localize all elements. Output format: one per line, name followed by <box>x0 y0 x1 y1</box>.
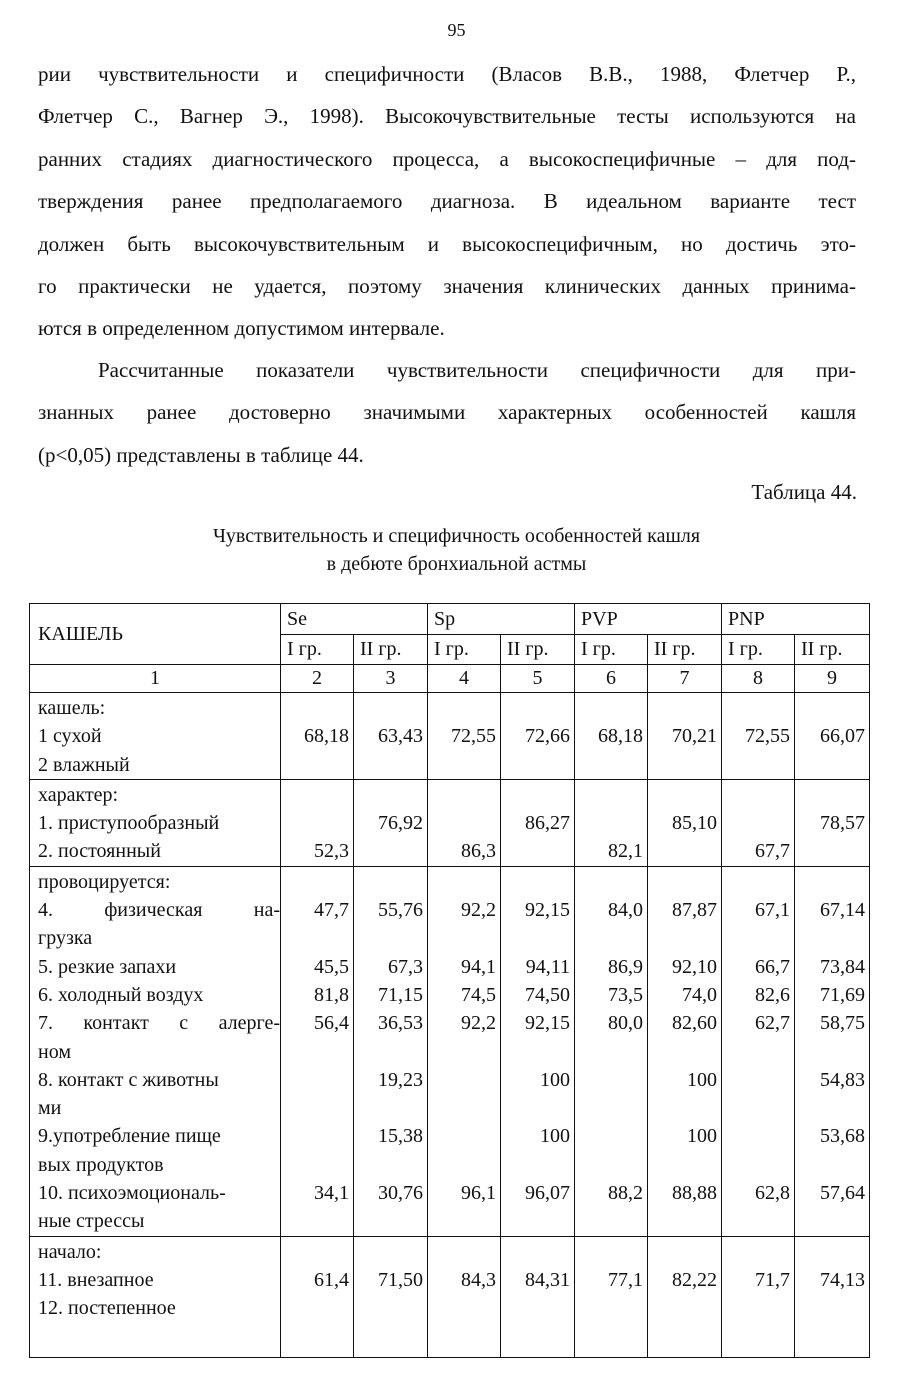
value-cell <box>501 1236 575 1357</box>
value <box>722 781 794 809</box>
value <box>722 1122 794 1150</box>
value <box>722 1066 794 1094</box>
row-label-line: кашель: <box>38 697 106 719</box>
caption-line-2: в дебюте бронхиальной астмы <box>326 553 587 575</box>
value-cell <box>501 693 575 780</box>
value <box>354 1238 427 1266</box>
value <box>501 1094 574 1122</box>
value: 100 <box>687 1125 718 1148</box>
value <box>648 924 721 952</box>
subgroup-header: II гр. <box>501 635 575 665</box>
row-label-line: ном <box>38 1040 71 1063</box>
value <box>281 1151 353 1179</box>
value: 67,14 <box>820 899 866 922</box>
value: 82,6 <box>755 983 791 1006</box>
column-number: 2 <box>281 665 354 693</box>
value: 92,2 <box>461 1012 496 1035</box>
value <box>722 868 794 896</box>
value <box>722 751 794 779</box>
value: 62,8 <box>755 1182 791 1205</box>
value <box>354 868 427 896</box>
value: 74,5 <box>461 983 496 1006</box>
value: 87,87 <box>672 899 718 922</box>
value: 45,5 <box>314 955 349 978</box>
value: 92,15 <box>525 1012 570 1035</box>
value <box>501 694 574 722</box>
value: 78,57 <box>820 812 866 835</box>
paragraph-line: Рассчитанные показатели чувствительности специфичности для при- <box>98 358 856 382</box>
value <box>428 1151 500 1179</box>
table-row <box>30 779 870 866</box>
value <box>501 781 574 809</box>
value: 71,7 <box>755 1268 791 1291</box>
subgroup-header: II гр. <box>648 635 722 665</box>
value <box>575 809 647 837</box>
value <box>575 694 647 722</box>
value-cell <box>501 866 575 1236</box>
value <box>354 694 427 722</box>
value: 72,55 <box>745 725 791 748</box>
value <box>354 751 427 779</box>
value <box>428 1238 500 1266</box>
value: 92,2 <box>461 899 496 922</box>
row-label-cell <box>30 693 281 780</box>
value: 70,21 <box>672 725 718 748</box>
value <box>795 1151 869 1179</box>
row-label-line: 9.употребление пище <box>38 1125 221 1148</box>
value <box>501 1238 574 1266</box>
cough-table <box>29 603 870 1358</box>
paragraph-line: (p<0,05) представлены в таблице 44. <box>38 442 364 467</box>
value: 76,92 <box>378 812 423 835</box>
paragraph-line: Флетчер С., Вагнер Э., 1998). Высокочувствительные тесты используются на <box>38 104 856 129</box>
value: 85,10 <box>672 812 718 835</box>
value: 94,1 <box>461 955 496 978</box>
value: 96,07 <box>525 1182 570 1205</box>
value <box>795 868 869 896</box>
table-caption <box>0 522 913 578</box>
row-label-line: 12. постепенное <box>38 1297 176 1320</box>
value: 92,15 <box>525 899 570 922</box>
value: 67,7 <box>755 840 791 863</box>
value <box>795 1294 869 1322</box>
value: 86,3 <box>461 840 496 863</box>
row-label-line: грузка <box>38 927 93 950</box>
value: 57,64 <box>820 1182 866 1205</box>
value: 100 <box>540 1125 570 1148</box>
group-header: Sp <box>428 604 575 635</box>
row-header-cell: КАШЕЛЬ <box>30 604 281 665</box>
value <box>281 809 353 837</box>
value <box>428 751 500 779</box>
value: 88,2 <box>608 1182 643 1205</box>
value <box>501 924 574 952</box>
value <box>501 868 574 896</box>
value <box>501 837 574 865</box>
value: 55,76 <box>378 899 423 922</box>
value <box>501 1294 574 1322</box>
value-cell <box>281 866 354 1236</box>
value <box>281 694 353 722</box>
value-cell <box>722 693 795 780</box>
value: 34,1 <box>314 1182 349 1205</box>
value <box>428 924 500 952</box>
value <box>648 1151 721 1179</box>
subgroup-header: II гр. <box>795 635 870 665</box>
row-label-line: 11. внезапное <box>38 1268 154 1291</box>
value <box>795 1094 869 1122</box>
value: 86,9 <box>608 955 643 978</box>
row-label-line: ные стрессы <box>38 1210 145 1233</box>
value-cell <box>722 1236 795 1357</box>
column-number: 3 <box>354 665 428 693</box>
value <box>501 751 574 779</box>
value: 71,15 <box>378 983 423 1006</box>
value <box>648 1238 721 1266</box>
row-label-line: 8. контакт с животны <box>38 1068 219 1091</box>
value <box>722 694 794 722</box>
value <box>428 809 500 837</box>
value-cell <box>648 779 722 866</box>
column-number: 8 <box>722 665 795 693</box>
value: 100 <box>540 1068 570 1091</box>
value <box>281 1066 353 1094</box>
value <box>722 1238 794 1266</box>
value: 74,50 <box>525 983 570 1006</box>
value <box>648 1038 721 1066</box>
group-header: PVP <box>575 604 722 635</box>
column-number: 9 <box>795 665 870 693</box>
value <box>722 809 794 837</box>
paragraph-line: го практически не удается, поэтому значения клинических данных принима- <box>38 274 856 299</box>
value <box>354 1294 427 1322</box>
value <box>722 1294 794 1322</box>
value: 54,83 <box>820 1068 866 1091</box>
value: 84,0 <box>608 899 643 922</box>
row-label-line: начало: <box>38 1240 102 1263</box>
paragraph-1 <box>38 53 856 350</box>
row-label-line: 7. контакт с алерге- <box>38 1012 280 1035</box>
value <box>575 1094 647 1122</box>
value <box>575 924 647 952</box>
row-label-cell <box>30 779 281 866</box>
value <box>281 1238 353 1266</box>
table-label: Таблица 44. <box>751 480 857 504</box>
value-cell <box>281 779 354 866</box>
row-label-line: 10. психоэмоциональ- <box>38 1182 226 1205</box>
value <box>428 694 500 722</box>
value: 62,7 <box>755 1012 791 1035</box>
row-label-line: 4. физическая на- <box>38 899 280 922</box>
row-label-line: 1. приступообразный <box>38 812 220 835</box>
value: 71,50 <box>378 1268 423 1291</box>
value-cell <box>354 693 428 780</box>
value <box>648 837 721 865</box>
value <box>575 1294 647 1322</box>
value: 86,27 <box>525 812 570 835</box>
group-header: PNP <box>722 604 870 635</box>
value <box>501 1207 574 1235</box>
paragraph-line: тверждения ранее предполагаемого диагноза. В идеальном варианте тест <box>38 189 856 214</box>
value <box>281 868 353 896</box>
value <box>281 1094 353 1122</box>
value <box>575 751 647 779</box>
value <box>354 1207 427 1235</box>
value: 80,0 <box>608 1012 643 1035</box>
value: 61,4 <box>314 1268 349 1291</box>
value-cell <box>648 866 722 1236</box>
value: 100 <box>687 1068 718 1091</box>
value: 84,31 <box>525 1268 570 1291</box>
page-number: 95 <box>447 20 466 40</box>
value <box>354 924 427 952</box>
value <box>795 837 869 865</box>
value-cell <box>428 779 501 866</box>
value-cell <box>575 779 648 866</box>
value: 58,75 <box>820 1012 866 1035</box>
value: 72,66 <box>525 725 570 748</box>
value <box>795 1038 869 1066</box>
value <box>575 1122 647 1150</box>
value-cell <box>354 779 428 866</box>
row-label-line: 2 влажный <box>38 753 130 776</box>
group-header: Se <box>281 604 428 635</box>
value: 81,8 <box>314 983 349 1006</box>
value: 71,69 <box>820 983 866 1006</box>
value <box>575 1066 647 1094</box>
value: 19,23 <box>378 1068 423 1091</box>
value <box>648 868 721 896</box>
value: 77,1 <box>608 1268 643 1291</box>
value <box>354 1038 427 1066</box>
value <box>795 1207 869 1235</box>
value: 74,13 <box>820 1268 866 1291</box>
value <box>795 924 869 952</box>
value: 30,76 <box>378 1182 423 1205</box>
value-cell <box>795 866 870 1236</box>
value-cell <box>648 1236 722 1357</box>
column-number-row <box>30 665 870 693</box>
row-label-line: 5. резкие запахи <box>38 955 177 978</box>
value <box>501 1038 574 1066</box>
value <box>428 1207 500 1235</box>
table-row <box>30 1236 870 1357</box>
value <box>648 1294 721 1322</box>
value <box>281 924 353 952</box>
value <box>428 1094 500 1122</box>
value <box>575 868 647 896</box>
value <box>281 1038 353 1066</box>
value <box>575 1151 647 1179</box>
value <box>428 1038 500 1066</box>
value <box>648 781 721 809</box>
value <box>281 1122 353 1150</box>
value <box>722 1151 794 1179</box>
subgroup-header: II гр. <box>354 635 428 665</box>
row-label-line: 6. холодный воздух <box>38 983 204 1006</box>
value: 72,55 <box>451 725 496 748</box>
subgroup-header: I гр. <box>428 635 501 665</box>
value: 92,10 <box>672 955 718 978</box>
value-cell <box>575 1236 648 1357</box>
value: 82,60 <box>672 1012 718 1035</box>
caption-line-1: Чувствительность и специфичность особенностей кашля <box>212 525 701 547</box>
value: 53,68 <box>820 1125 866 1148</box>
value <box>281 1294 353 1322</box>
value <box>281 751 353 779</box>
value-cell <box>575 693 648 780</box>
value: 67,3 <box>388 955 423 978</box>
value: 73,84 <box>820 955 866 978</box>
row-label-line: вых продуктов <box>38 1153 164 1176</box>
value <box>648 1207 721 1235</box>
value <box>648 1094 721 1122</box>
table-row <box>30 693 870 780</box>
value-cell <box>281 1236 354 1357</box>
value: 82,22 <box>672 1268 718 1291</box>
subgroup-header: I гр. <box>722 635 795 665</box>
value-cell <box>795 1236 870 1357</box>
value <box>428 1066 500 1094</box>
value: 52,3 <box>314 840 349 863</box>
column-number: 5 <box>501 665 575 693</box>
value <box>795 1238 869 1266</box>
value <box>575 781 647 809</box>
value: 96,1 <box>461 1182 496 1205</box>
value <box>354 781 427 809</box>
value: 66,7 <box>755 955 791 978</box>
value: 15,38 <box>378 1125 423 1148</box>
value-cell <box>575 866 648 1236</box>
value: 67,1 <box>755 899 791 922</box>
value: 36,53 <box>378 1012 423 1035</box>
value: 47,7 <box>314 899 349 922</box>
value <box>281 781 353 809</box>
paragraph-line: ранних стадиях диагностического процесса, а высокоспецифичные – для под- <box>38 146 856 171</box>
value <box>575 1207 647 1235</box>
value: 68,18 <box>304 725 349 748</box>
paragraph-line: ются в определенном допустимом интервале. <box>38 316 445 341</box>
row-label-line: ми <box>38 1097 62 1120</box>
row-label-line: 2. постоянный <box>38 840 161 863</box>
value: 82,1 <box>608 840 643 863</box>
value <box>795 751 869 779</box>
value <box>722 1094 794 1122</box>
value-cell <box>722 866 795 1236</box>
value <box>501 1151 574 1179</box>
value <box>722 924 794 952</box>
value <box>281 1207 353 1235</box>
column-number: 4 <box>428 665 501 693</box>
value <box>428 1294 500 1322</box>
subgroup-header: I гр. <box>575 635 648 665</box>
header-row-groups <box>30 604 870 635</box>
value <box>575 1238 647 1266</box>
value: 66,07 <box>820 725 866 748</box>
value <box>575 1038 647 1066</box>
column-number: 1 <box>30 665 281 693</box>
column-number: 7 <box>648 665 722 693</box>
value: 73,5 <box>608 983 643 1006</box>
value: 88,88 <box>672 1182 718 1205</box>
value <box>354 837 427 865</box>
value <box>722 1207 794 1235</box>
row-label-cell <box>30 1236 281 1357</box>
value: 56,4 <box>314 1012 349 1035</box>
value <box>795 781 869 809</box>
row-label-line: провоцируется: <box>38 870 171 893</box>
value-cell <box>354 1236 428 1357</box>
value-cell <box>648 693 722 780</box>
paragraph-line: должен быть высокочувствительным и высокоспецифичным, но достичь это- <box>38 231 856 256</box>
value-cell <box>722 779 795 866</box>
value-cell <box>501 779 575 866</box>
value <box>428 868 500 896</box>
value: 94,11 <box>525 955 570 978</box>
column-number: 6 <box>575 665 648 693</box>
paragraph-line: знанных ранее достоверно значимыми характерных особенностей кашля <box>38 400 856 425</box>
value <box>428 781 500 809</box>
value: 84,3 <box>461 1268 496 1291</box>
value <box>648 694 721 722</box>
paragraph-line: рии чувствительности и специфичности (Власов В.В., 1988, Флетчер Р., <box>38 62 856 86</box>
value: 74,0 <box>682 983 718 1006</box>
table-row <box>30 866 870 1236</box>
subgroup-header: I гр. <box>281 635 354 665</box>
value <box>795 694 869 722</box>
value-cell <box>428 693 501 780</box>
value <box>354 1094 427 1122</box>
row-label-line: 1 сухой <box>38 725 102 748</box>
row-label-cell <box>30 866 281 1236</box>
value-cell <box>428 866 501 1236</box>
row-label-line: характер: <box>38 783 119 806</box>
value-cell <box>354 866 428 1236</box>
value <box>648 751 721 779</box>
value <box>428 1122 500 1150</box>
value <box>722 1038 794 1066</box>
value-cell <box>795 693 870 780</box>
paragraph-2 <box>38 349 856 476</box>
value-cell <box>795 779 870 866</box>
value: 68,18 <box>598 725 643 748</box>
value <box>354 1151 427 1179</box>
value-cell <box>428 1236 501 1357</box>
value: 63,43 <box>378 725 423 748</box>
value-cell <box>281 693 354 780</box>
